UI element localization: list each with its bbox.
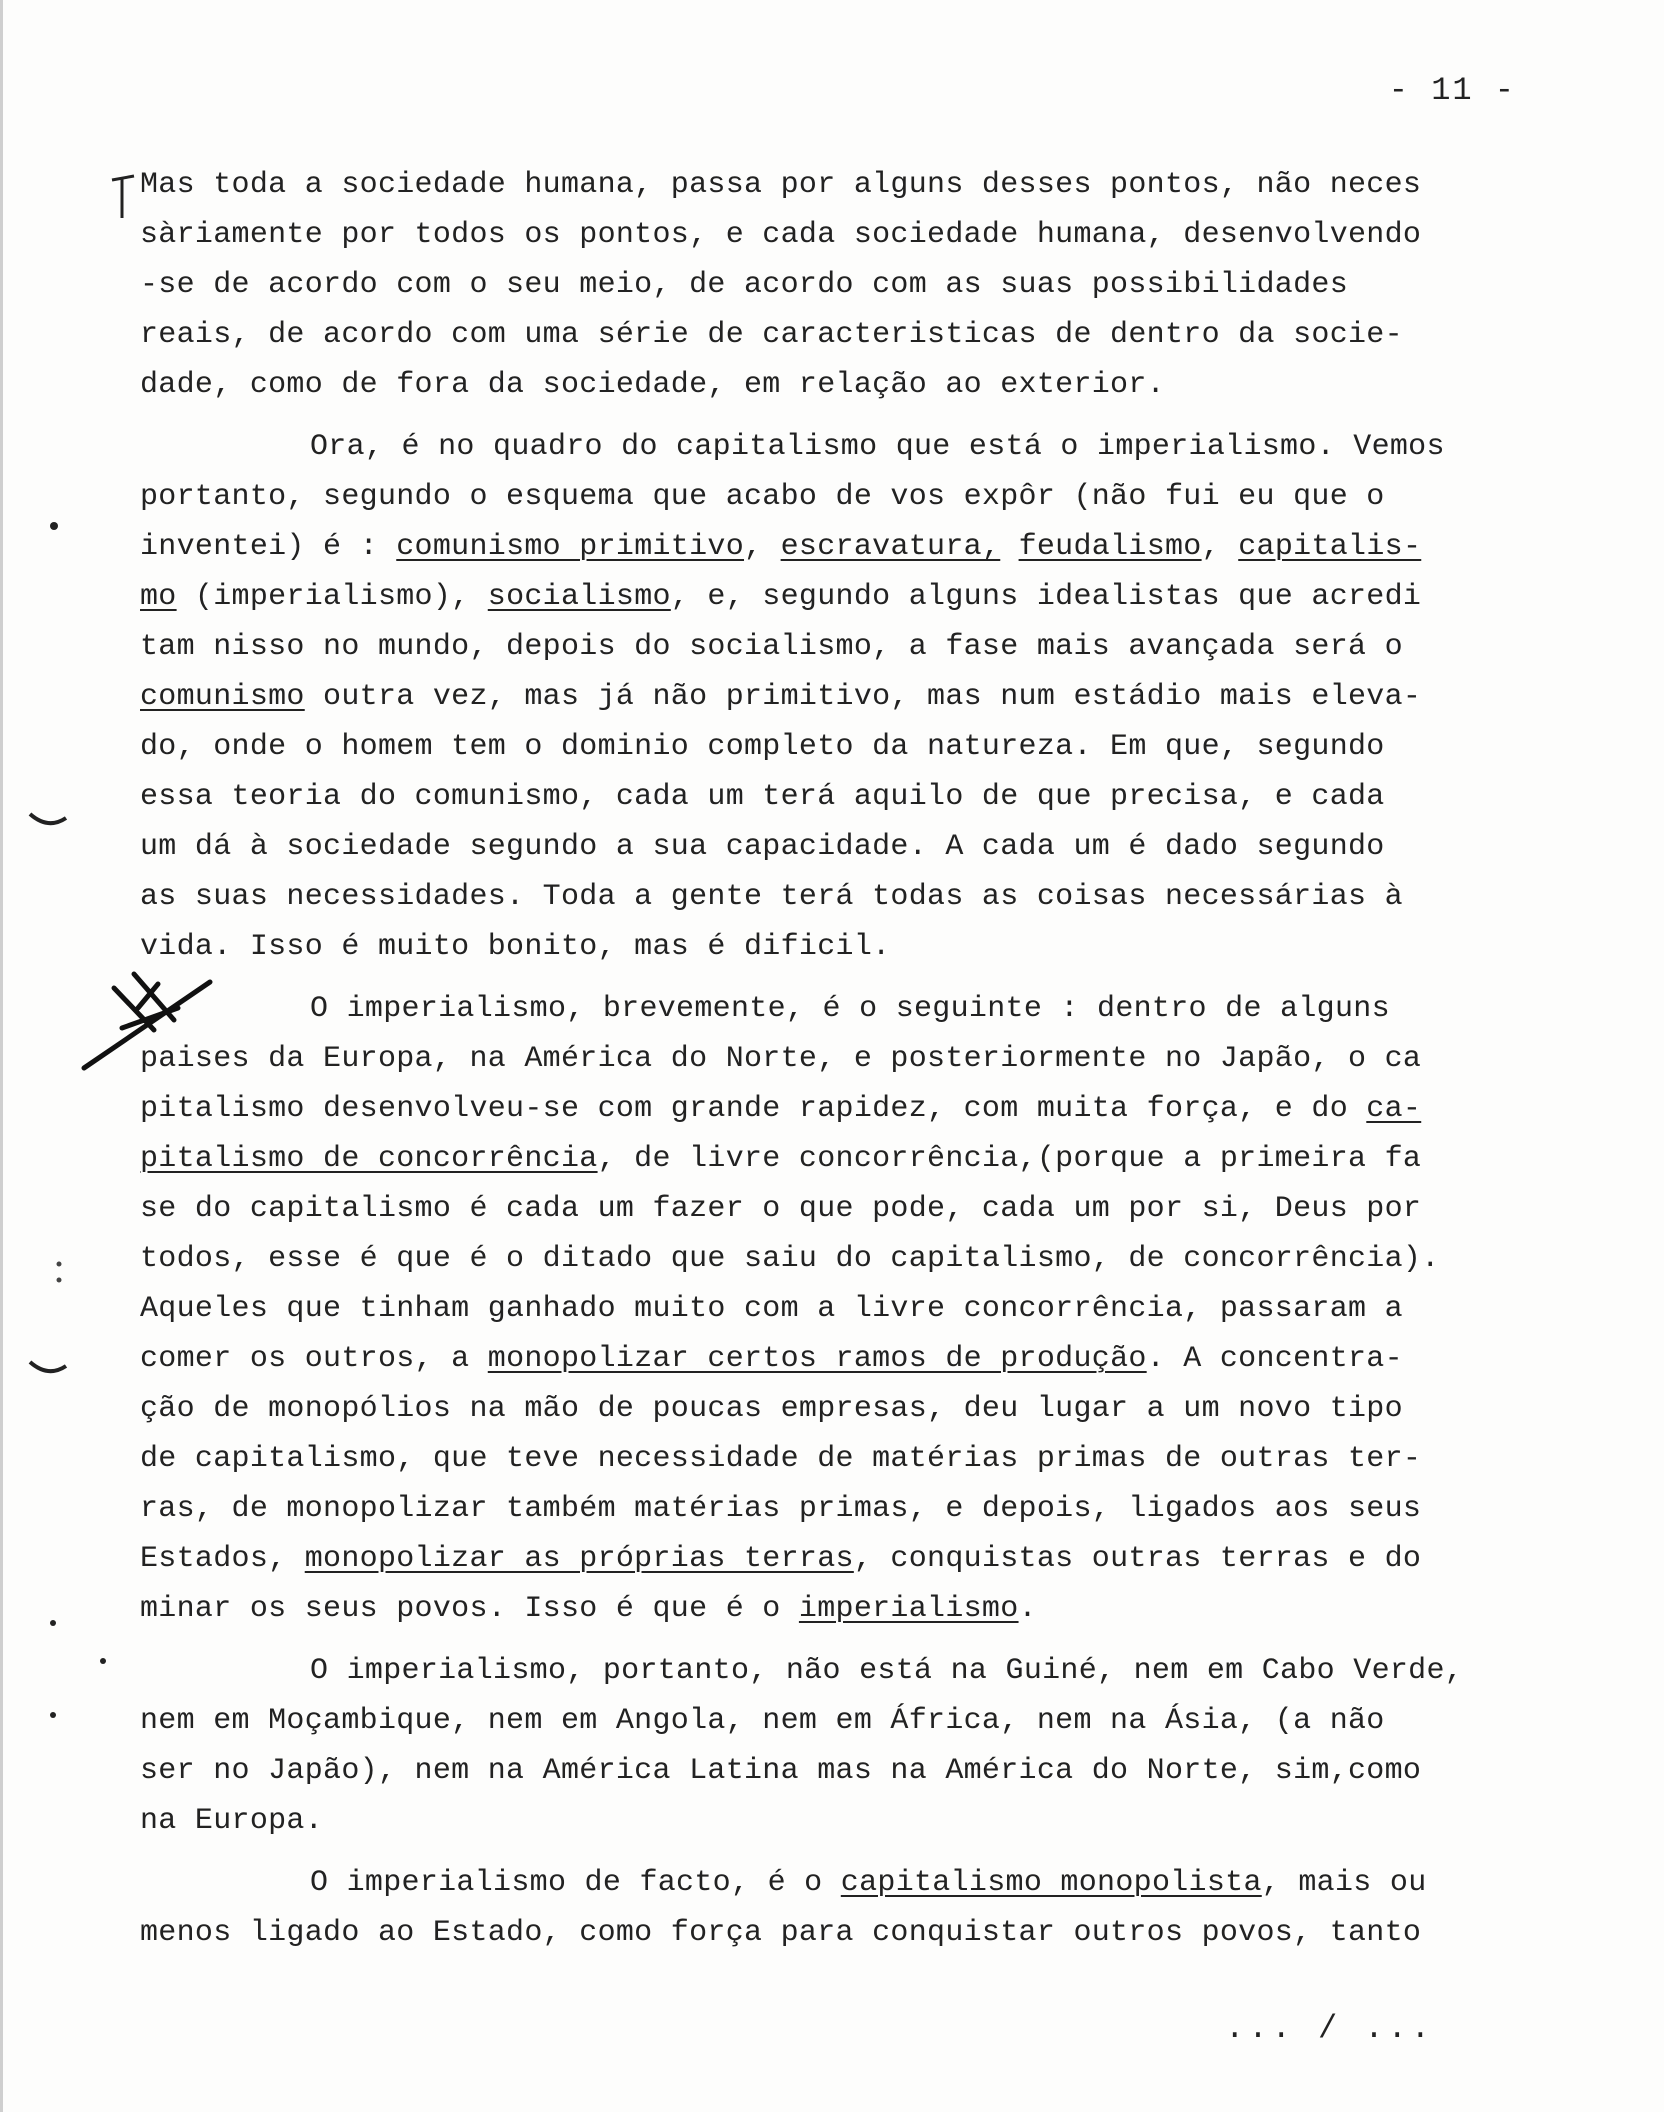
body-text — [140, 160, 1570, 1958]
underlined-term: pitalismo de concorrência — [140, 1142, 598, 1176]
text-line — [140, 1796, 1570, 1846]
text-line — [140, 522, 1570, 572]
paragraph-gap — [140, 972, 1570, 984]
text-line — [140, 260, 1570, 310]
text-segment: . A concentra- — [1146, 1342, 1403, 1376]
text-segment: essa teoria do comunismo, cada um terá aquilo de que precisa, e cada — [140, 780, 1385, 814]
text-line — [140, 1484, 1570, 1534]
underlined-term: escravatura, — [780, 530, 1001, 564]
text-line — [140, 1858, 1570, 1908]
text-segment: comer os outros, a — [140, 1342, 488, 1376]
text-line — [140, 1184, 1570, 1234]
text-segment: O imperialismo, portanto, não está na Guiné, nem em Cabo Verde, — [310, 1654, 1464, 1688]
text-segment: as suas necessidades. Toda a gente terá todas as coisas necessárias à — [140, 880, 1403, 914]
text-segment: Estados, — [140, 1542, 305, 1576]
text-segment: todos, esse é que é o ditado que saiu do capitalismo, de concorrência). — [140, 1242, 1440, 1276]
text-line — [140, 772, 1570, 822]
margin-curve-mark — [28, 1356, 68, 1380]
text-line — [140, 1908, 1570, 1958]
paragraph — [140, 422, 1570, 972]
text-segment: na Europa. — [140, 1804, 324, 1838]
text-segment: , conquistas outras terras e do — [853, 1542, 1422, 1576]
text-line — [140, 822, 1570, 872]
text-line — [140, 360, 1570, 410]
text-segment: , — [1201, 530, 1239, 564]
text-line — [140, 922, 1570, 972]
paragraph-gap — [140, 1634, 1570, 1646]
paragraph — [140, 1858, 1570, 1958]
margin-bracket-mark — [108, 172, 138, 222]
text-segment: um dá à sociedade segundo a sua capacidade. A cada um é dado segundo — [140, 830, 1385, 864]
underlined-term: feudalismo — [1018, 530, 1202, 564]
text-segment: -se de acordo com o seu meio, de acordo com as suas possibilidades — [140, 268, 1348, 302]
underlined-term: capitalis- — [1238, 530, 1422, 564]
text-segment: outra vez, mas já não primitivo, mas num estádio mais eleva- — [304, 680, 1422, 714]
text-line — [140, 1696, 1570, 1746]
text-line — [140, 1034, 1570, 1084]
text-line — [140, 210, 1570, 260]
text-line — [140, 1134, 1570, 1184]
margin-curve-mark — [28, 808, 68, 832]
text-segment: menos ligado ao Estado, como força para conquistar outros povos, tanto — [140, 1916, 1422, 1950]
text-segment: inventei) é : — [140, 530, 397, 564]
underlined-term: comunismo — [140, 680, 305, 714]
text-segment: , de livre concorrência,(porque a primeira fa — [597, 1142, 1422, 1176]
text-segment: Aqueles que tinham ganhado muito com a livre concorrência, passaram a — [140, 1292, 1403, 1326]
text-segment: vida. Isso é muito bonito, mas é dificil. — [140, 930, 891, 964]
text-line — [140, 1234, 1570, 1284]
underlined-term: ca- — [1366, 1092, 1422, 1126]
text-line — [140, 1084, 1570, 1134]
text-line — [140, 472, 1570, 522]
text-segment: Mas toda a sociedade humana, passa por alguns desses pontos, não neces — [140, 168, 1422, 202]
text-segment: pitalismo desenvolveu-se com grande rapidez, com muita força, e do — [140, 1092, 1367, 1126]
page-number: - 11 - — [1388, 72, 1516, 109]
text-line — [140, 1534, 1570, 1584]
text-segment: ser no Japão), nem na América Latina mas na América do Norte, sim,como — [140, 1754, 1422, 1788]
page-left-border — [0, 0, 3, 2112]
text-line — [140, 160, 1570, 210]
text-segment: portanto, segundo o esquema que acabo de vos expôr (não fui eu que o — [140, 480, 1385, 514]
text-line — [140, 1584, 1570, 1634]
text-segment: O imperialismo, brevemente, é o seguinte : dentro de alguns — [310, 992, 1390, 1026]
paragraph-gap — [140, 410, 1570, 422]
text-line — [140, 622, 1570, 672]
text-segment: dade, como de fora da sociedade, em relação ao exterior. — [140, 368, 1165, 402]
text-line — [140, 1646, 1570, 1696]
text-segment: paises da Europa, na América do Norte, e posteriormente no Japão, o ca — [140, 1042, 1422, 1076]
text-segment: minar os seus povos. Isso é que é o — [140, 1592, 799, 1626]
underlined-term: socialismo — [487, 580, 671, 614]
underlined-term: monopolizar as próprias terras — [304, 1542, 854, 1576]
text-segment: O imperialismo de facto, é o — [310, 1866, 841, 1900]
text-line — [140, 310, 1570, 360]
text-segment: ção de monopólios na mão de poucas empresas, deu lugar a um novo tipo — [140, 1392, 1403, 1426]
margin-dot-mark — [48, 1710, 58, 1720]
text-line — [140, 872, 1570, 922]
text-segment: de capitalismo, que teve necessidade de matérias primas de outras ter- — [140, 1442, 1422, 1476]
text-line — [140, 1284, 1570, 1334]
paragraph — [140, 160, 1570, 410]
text-line — [140, 984, 1570, 1034]
text-line — [140, 672, 1570, 722]
underlined-term: comunismo primitivo — [396, 530, 745, 564]
text-segment: Ora, é no quadro do capitalismo que está o imperialismo. Vemos — [310, 430, 1445, 464]
text-line — [140, 1384, 1570, 1434]
text-segment: , — [744, 530, 781, 564]
text-segment: reais, de acordo com uma série de caracteristicas de dentro da socie- — [140, 318, 1403, 352]
text-segment — [1000, 530, 1018, 564]
underlined-term: capitalismo monopolista — [840, 1866, 1262, 1900]
text-segment: sàriamente por todos os pontos, e cada sociedade humana, desenvolvendo — [140, 218, 1422, 252]
paragraph — [140, 1646, 1570, 1846]
text-segment: (imperialismo), — [176, 580, 488, 614]
text-line — [140, 422, 1570, 472]
margin-colon-mark — [54, 1260, 64, 1286]
underlined-term: mo — [140, 580, 177, 614]
text-segment: ras, de monopolizar também matérias primas, e depois, ligados aos seus — [140, 1492, 1422, 1526]
text-segment: . — [1018, 1592, 1037, 1626]
underlined-term: monopolizar certos ramos de produção — [487, 1342, 1147, 1376]
text-line — [140, 1434, 1570, 1484]
margin-dot-mark — [48, 520, 60, 532]
text-line — [140, 1746, 1570, 1796]
margin-dot-mark — [48, 1618, 58, 1628]
text-line — [140, 1334, 1570, 1384]
continuation-marker: ... / ... — [1225, 2010, 1434, 2047]
text-segment: , e, segundo alguns idealistas que acredi — [670, 580, 1422, 614]
text-segment: se do capitalismo é cada um fazer o que pode, cada um por si, Deus por — [140, 1192, 1422, 1226]
text-segment: , mais ou — [1261, 1866, 1427, 1900]
text-segment: tam nisso no mundo, depois do socialismo, a fase mais avançada será o — [140, 630, 1403, 664]
text-segment: nem em Moçambique, nem em Angola, nem em África, nem na Ásia, (a não — [140, 1704, 1385, 1738]
paragraph-gap — [140, 1846, 1570, 1858]
underlined-term: imperialismo — [798, 1592, 1019, 1626]
margin-dot-mark — [98, 1656, 108, 1666]
text-segment: do, onde o homem tem o dominio completo da natureza. Em que, segundo — [140, 730, 1385, 764]
text-line — [140, 572, 1570, 622]
text-line — [140, 722, 1570, 772]
paragraph — [140, 984, 1570, 1634]
